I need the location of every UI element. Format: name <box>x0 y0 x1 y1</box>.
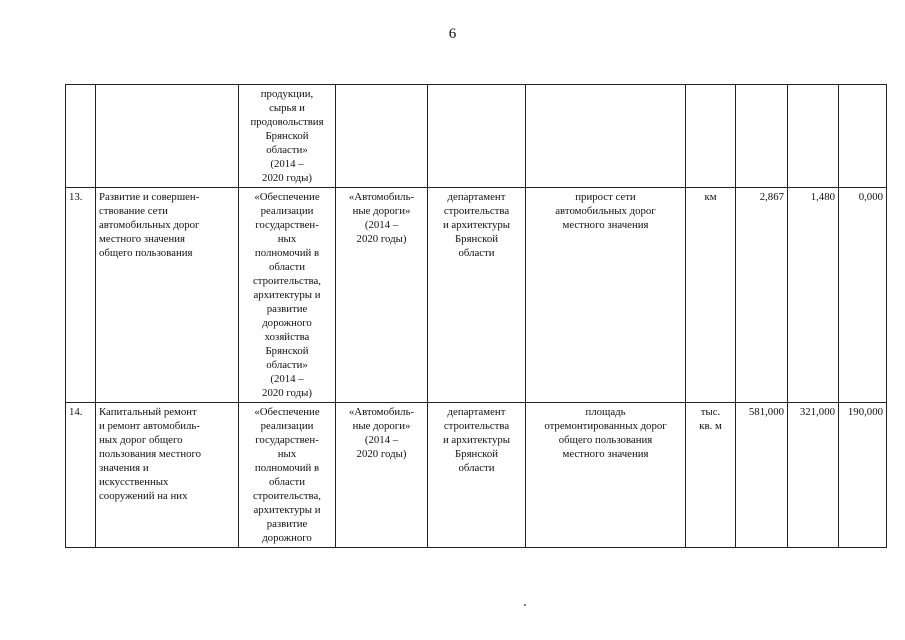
cell-text-line: дорожного <box>262 317 312 329</box>
cell-text-line: сооружений на них <box>99 490 188 502</box>
indicator-cell <box>526 85 686 188</box>
cell-text: 190,000 <box>847 406 883 418</box>
cell-text-line: департамент <box>447 191 506 203</box>
value-2018-cell <box>736 85 788 188</box>
cell-text-line: ных <box>277 448 297 460</box>
cell-text-line: государствен- <box>255 219 319 231</box>
table-body <box>66 85 887 548</box>
cell-text-line: км <box>704 191 717 203</box>
row-number-cell <box>66 85 96 188</box>
scan-speck <box>524 604 526 606</box>
cell-text-line: и архитектуры <box>442 434 511 446</box>
value-2020-cell <box>839 188 887 403</box>
cell-text-line: 2020 годы) <box>262 172 312 184</box>
cell-text-line: автомобильных дорог <box>555 205 656 217</box>
cell-text-line: Брянской <box>454 233 498 245</box>
cell-text-line: строительства <box>443 205 510 217</box>
cell-text-line: ных <box>277 233 297 245</box>
cell-text: 321,000 <box>799 406 835 418</box>
cell-text-line: «Обеспечение <box>254 191 320 203</box>
cell-text-line: области <box>458 247 495 259</box>
cell-text-line: ных дорог общего <box>99 434 183 446</box>
cell-text-line: тыс. <box>700 406 721 418</box>
cell-text-line: значения и <box>99 462 149 474</box>
cell-text-line: развитие <box>266 518 308 530</box>
cell-text-line: и архитектуры <box>442 219 511 231</box>
cell-text-line: (2014 – <box>364 219 399 231</box>
value-2018-cell <box>736 188 788 403</box>
cell-text-line: дорожного <box>262 532 312 544</box>
unit-cell <box>686 403 736 548</box>
program-cell <box>239 403 336 548</box>
cell-text-line: хозяйства <box>264 331 310 343</box>
cell-text-line: области» <box>266 144 308 156</box>
subprogram-cell <box>336 188 428 403</box>
unit-cell <box>686 188 736 403</box>
cell-text-line: архитектуры и <box>253 504 321 516</box>
row-number-cell <box>66 403 96 548</box>
cell-text-line: полномочий в <box>254 247 320 259</box>
measure-name-cell <box>96 85 239 188</box>
program-cell <box>239 188 336 403</box>
cell-text-line: кв. м <box>699 420 722 432</box>
cell-text-line: «Автомобиль- <box>348 406 415 418</box>
cell-text-line: «Автомобиль- <box>348 191 415 203</box>
table-row <box>66 85 887 188</box>
cell-text-line: реализации <box>260 420 314 432</box>
cell-text-line: области <box>268 261 306 273</box>
cell-text-line: строительства, <box>253 490 321 502</box>
cell-text-line: строительства, <box>253 275 321 287</box>
cell-text-line: реализации <box>260 205 314 217</box>
cell-text-line: автомобильных дорог <box>99 219 200 231</box>
cell-text-line: 2020 годы) <box>356 233 407 245</box>
cell-text-line: строительства <box>443 420 510 432</box>
cell-text-line: департамент <box>447 406 506 418</box>
cell-text-line: архитектуры и <box>253 289 321 301</box>
cell-text: 13. <box>69 191 83 203</box>
indicator-cell <box>526 403 686 548</box>
indicator-table <box>65 84 887 548</box>
cell-text-line: продовольствия <box>250 116 324 128</box>
measure-name-cell <box>96 403 239 548</box>
cell-text-line: отремонтированных дорог <box>544 420 667 432</box>
cell-text-line: области» <box>266 359 308 371</box>
value-2019-cell <box>788 85 839 188</box>
unit-cell <box>686 85 736 188</box>
row-number-cell <box>66 188 96 403</box>
cell-text-line: области <box>268 476 306 488</box>
measure-name-cell <box>96 188 239 403</box>
cell-text-line: сырья и <box>269 102 305 114</box>
cell-text-line: площадь <box>585 406 626 418</box>
value-2019-cell <box>788 403 839 548</box>
value-2020-cell <box>839 85 887 188</box>
cell-text-line: искусственных <box>99 476 169 488</box>
executor-cell <box>428 85 526 188</box>
cell-text: 581,000 <box>748 406 784 418</box>
page-number: 6 <box>448 26 457 42</box>
value-2019-cell <box>788 188 839 403</box>
cell-text: 14. <box>69 406 83 418</box>
cell-text-line: развитие <box>266 303 308 315</box>
cell-text-line: 2020 годы) <box>262 387 312 399</box>
cell-text-line: местного значения <box>562 219 649 231</box>
cell-text-line: полномочий в <box>254 462 320 474</box>
cell-text-line: Развитие и совершен- <box>99 191 200 203</box>
cell-text-line: Брянской <box>454 448 498 460</box>
cell-text-line: государствен- <box>255 434 319 446</box>
executor-cell <box>428 188 526 403</box>
cell-text-line: местного значения <box>99 233 185 245</box>
executor-cell <box>428 403 526 548</box>
cell-text-line: местного значения <box>562 448 649 460</box>
cell-text-line: Капитальный ремонт <box>99 406 197 418</box>
value-2020-cell <box>839 403 887 548</box>
cell-text-line: области <box>458 462 495 474</box>
cell-text-line: (2014 – <box>270 373 304 385</box>
cell-text-line: (2014 – <box>364 434 399 446</box>
cell-text: 2,867 <box>759 191 784 203</box>
value-2018-cell <box>736 403 788 548</box>
cell-text-line: 2020 годы) <box>356 448 407 460</box>
cell-text-line: общего пользования <box>99 247 193 259</box>
cell-text-line: ные дороги» <box>352 205 411 217</box>
cell-text-line: Брянской <box>265 345 309 357</box>
program-cell <box>239 85 336 188</box>
cell-text: 0,000 <box>858 191 883 203</box>
subprogram-cell <box>336 403 428 548</box>
cell-text-line: (2014 – <box>270 158 304 170</box>
cell-text-line: прирост сети <box>575 191 636 203</box>
cell-text-line: «Обеспечение <box>254 406 320 418</box>
cell-text-line: общего пользования <box>558 434 653 446</box>
subprogram-cell <box>336 85 428 188</box>
cell-text-line: ные дороги» <box>352 420 411 432</box>
cell-text-line: Брянской <box>265 130 309 142</box>
cell-text-line: продукции, <box>260 88 314 100</box>
cell-text-line: пользования местного <box>99 448 202 460</box>
cell-text-line: ствование сети <box>99 205 168 217</box>
indicator-cell <box>526 188 686 403</box>
table-row <box>66 403 887 548</box>
cell-text: 1,480 <box>810 191 835 203</box>
table-row <box>66 188 887 403</box>
cell-text-line: и ремонт автомобиль- <box>99 420 200 432</box>
